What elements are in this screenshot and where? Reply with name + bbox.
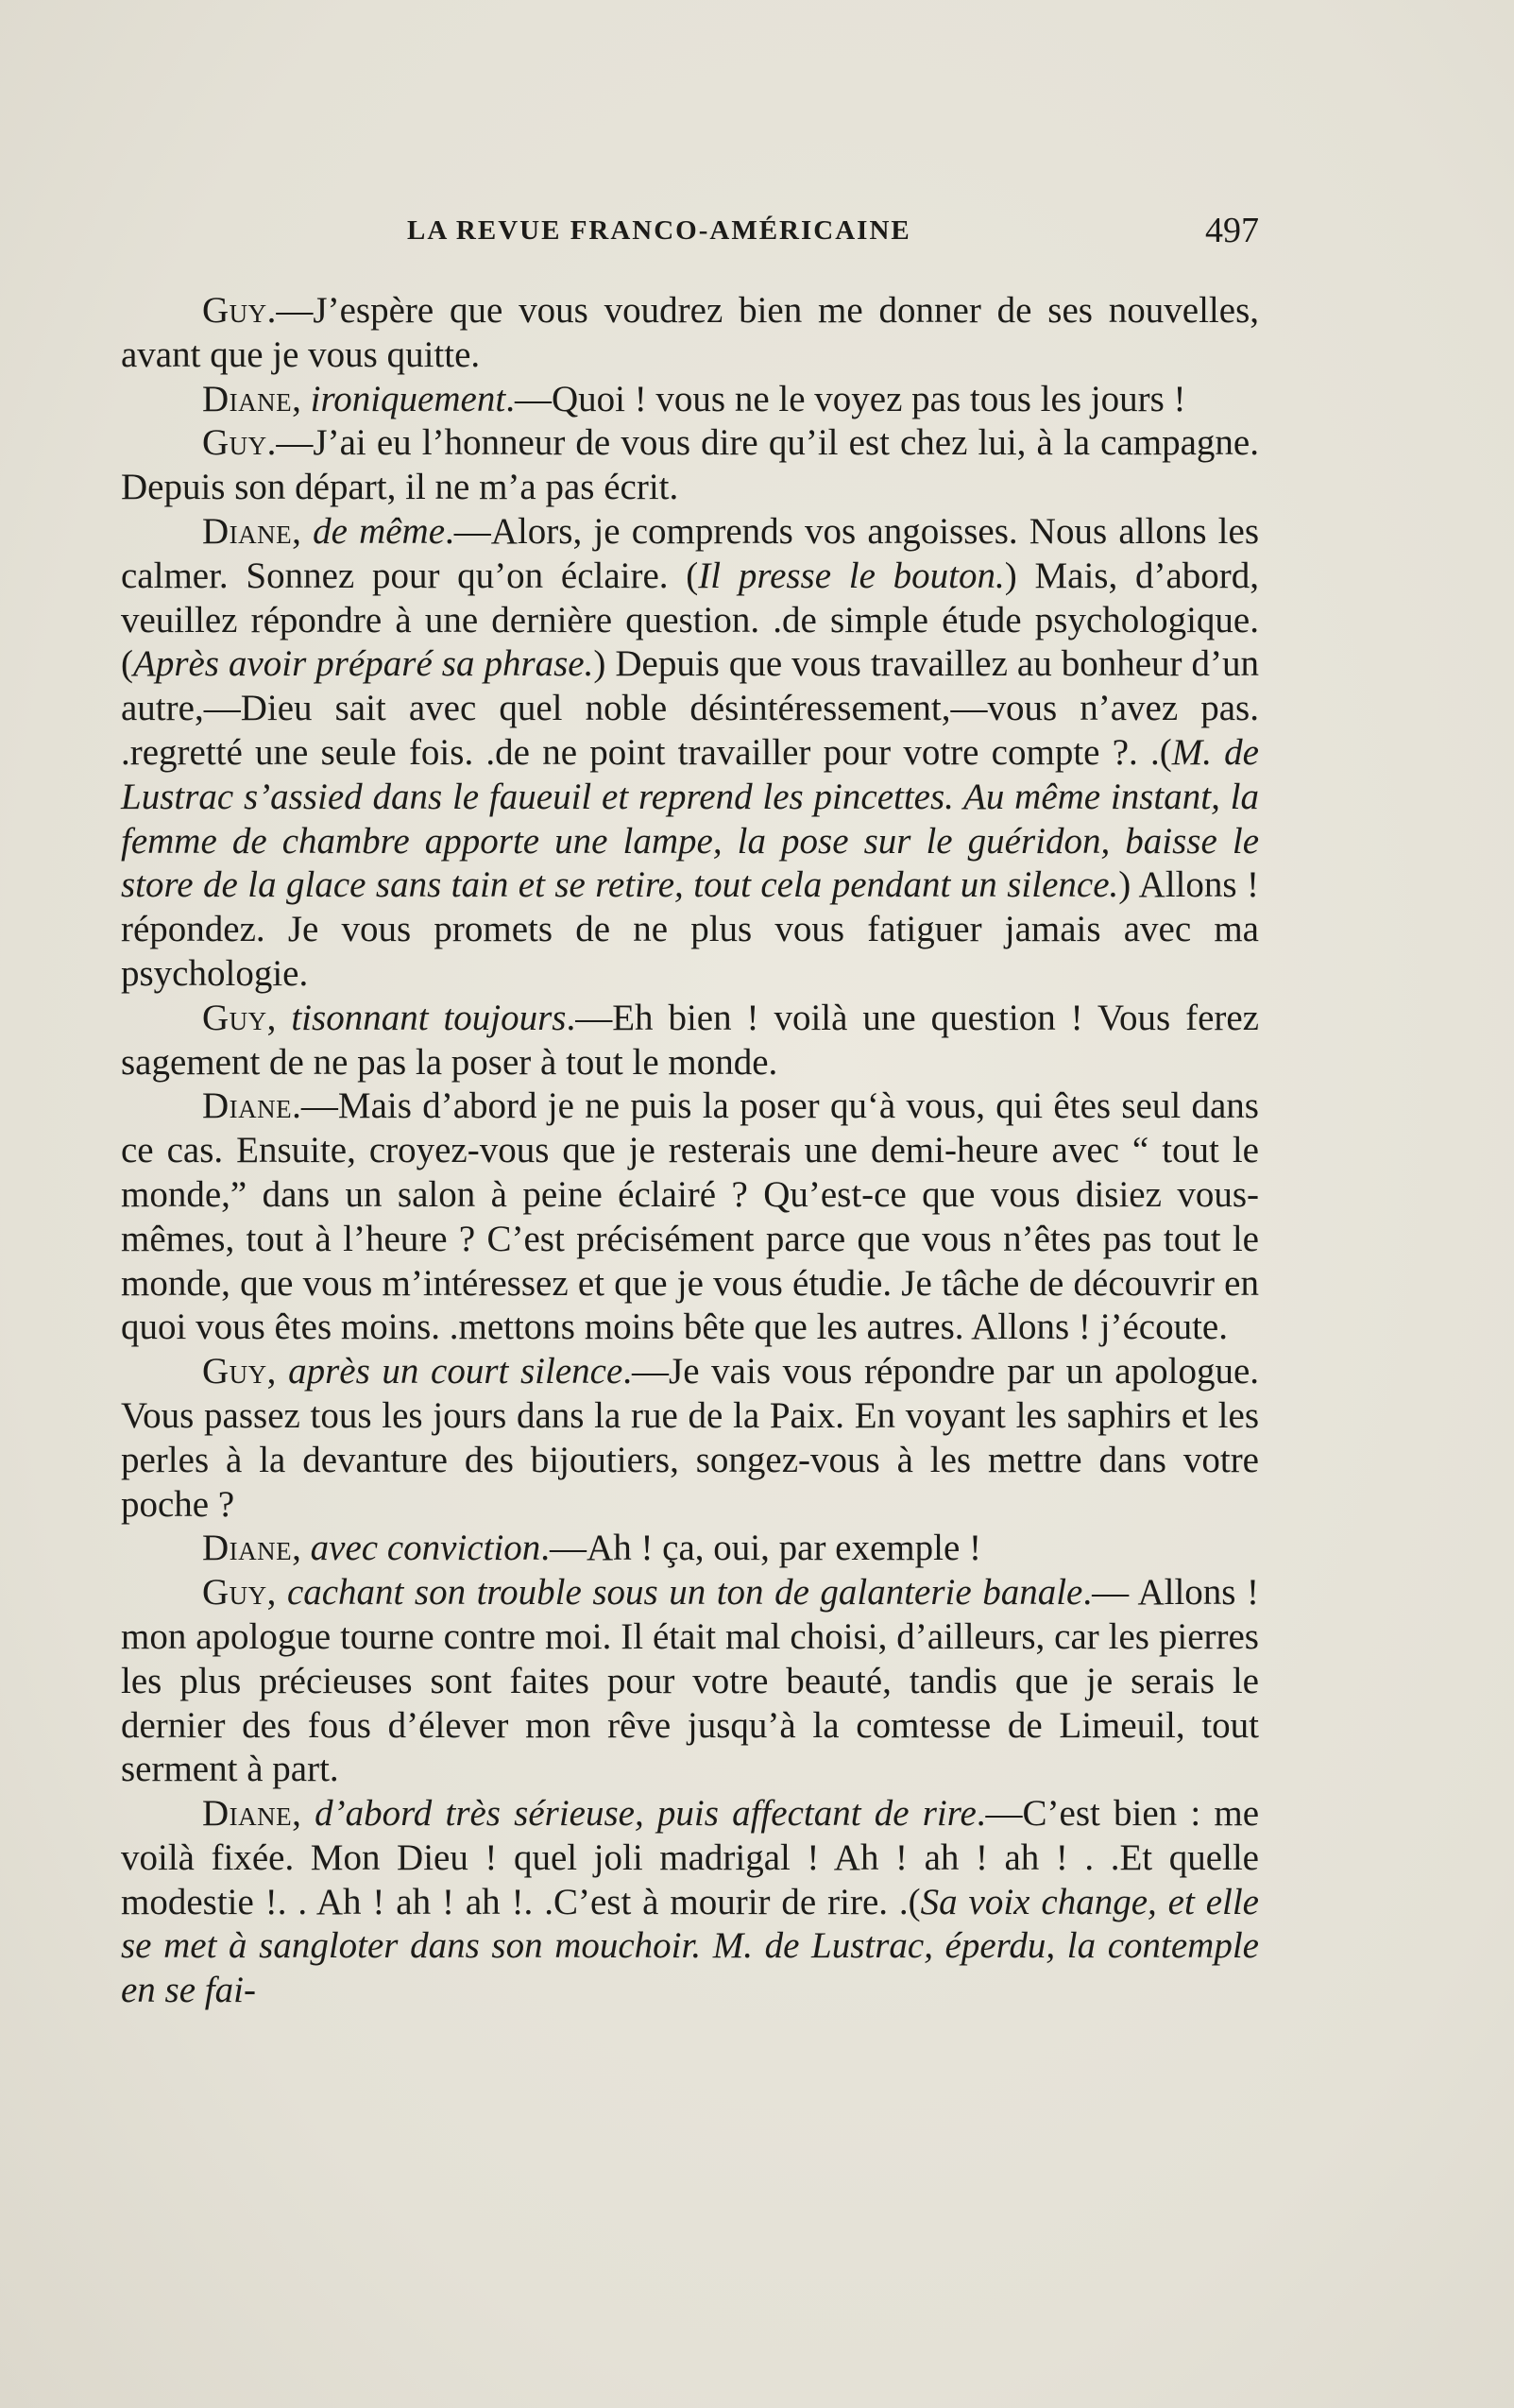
dialogue-text: .—Alors, je comprends vos angoisses. Nous allons les calmer. Sonnez pour qu’on éclaire. (: [121, 510, 1260, 596]
speaker-name: Diane: [202, 1793, 293, 1835]
running-head: LA REVUE FRANCO-AMÉRICAINE: [407, 215, 911, 246]
page-header: [121, 210, 1259, 259]
dialogue-text: .—C’est bien : me voilà fixée. Mon Dieu ! quel joli madrigal ! Ah ! ah ! ah ! . .Et quelle modestie !. . Ah ! ah ! ah !. .C’est à mourir de rire. .(: [121, 1793, 1259, 1922]
speaker-name: Guy: [202, 997, 267, 1038]
dialogue-paragraph: Guy, tisonnant toujours.—Eh bien ! voilà une question ! Vous ferez sagement de ne pas la poser à tout le monde.: [121, 997, 1259, 1083]
dialogue-paragraph: Guy, après un court silence.—Je vais vous répondre par un apologue. Vous passez tous les jours dans la rue de la Paix. En voyant les saphirs et les perles à la devanture des bijoutiers, songez-vous à les mettre dans votre poche ?: [121, 1351, 1260, 1525]
dialogue-paragraph: [121, 1084, 1259, 1350]
stage-direction: avec conviction: [310, 1528, 541, 1569]
dialogue-paragraph: Diane, avec conviction.—Ah ! ça, oui, par exemple !: [202, 1528, 982, 1569]
dialogue-paragraph: Guy, cachant son trouble sous un ton de galanterie banale.— Allons ! mon apologue tourne contre moi. Il était mal choisi, d’ailleurs, car les pierres les plus précieuses sont faites pour votre beauté, tandis que je serais le dernier des fous d’élever mon rêve jusqu’à la comtesse de Limeuil, tout serment à part.: [121, 1572, 1259, 1790]
dialogue-text: .—Quoi ! vous ne le voyez pas tous les jours !: [505, 378, 1186, 419]
speaker-name: Diane: [202, 378, 293, 419]
stage-direction: cachant son trouble sous un ton de galanterie banale: [286, 1572, 1083, 1614]
page-number: 497: [1205, 211, 1259, 250]
dialogue-text: .—Mais d’abord je ne puis la poser qu‘à vous, qui êtes seul dans ce cas. Ensuite, croyez-vous que je resterais une demi-heure avec “ tout le monde,” dans un salon à peine éclairé ? Qu’est-ce que vous disiez vous-mêmes, tout à l’heure ? C’est précisément parce que vous n’êtes pas tout le monde, que vous m’intéressez et que je vous étudie. Je tâche de découvrir en quoi vous êtes moins. .mettons moins bête que les autres. Allons ! j’écoute.: [121, 1085, 1259, 1348]
stage-direction: Après avoir préparé sa phrase.: [133, 643, 594, 685]
dialogue-text: ) Mais, d’abord, veuillez répondre à une dernière question. .de simple étude psychologique. (: [121, 555, 1259, 685]
speaker-name: Diane: [202, 1528, 293, 1569]
speaker-name: Guy: [202, 1572, 267, 1614]
dialogue-text: .—Eh bien ! voilà une question ! Vous ferez sagement de ne pas la poser à tout le monde.: [121, 997, 1259, 1083]
dialogue-text: .—Je vais vous répondre par un apologue. Vous passez tous les jours dans la rue de la Paix. En voyant les saphirs et les perles à la devanture des bijoutiers, songez-vous à les mettre dans votre poche ?: [121, 1351, 1260, 1525]
stage-direction: Sa voix change, et elle se met à sangloter dans son mouchoir. M. de Lustrac, éperdu, la contemple en se fai-: [121, 1881, 1259, 2011]
stage-direction: tisonnant toujours: [291, 997, 567, 1038]
dialogue-paragraph: Diane, d’abord très sérieuse, puis affectant de rire.—C’est bien : me voilà fixée. Mon Dieu ! quel joli madrigal ! Ah ! ah ! ah ! . .Et quelle modestie !. . Ah ! ah ! ah !. .C’est à mourir de rire. .(Sa voix change, et elle se met à sangloter dans son mouchoir. M. de Lustrac, éperdu, la contemple en se fai-: [121, 1793, 1259, 2011]
stage-direction: d’abord très sérieuse, puis affectant de rire: [315, 1793, 977, 1835]
dialogue-paragraph: [121, 421, 1259, 510]
dialogue-text: .—J’espère que vous voudrez bien me donner de ses nouvelles, avant que je vous quitte.: [121, 290, 1259, 375]
stage-direction: ironiquement: [310, 378, 506, 419]
dialogue-text: ) Allons ! répondez. Je vous promets de ne plus vous fatiguer jamais avec ma psychologie.: [121, 864, 1259, 994]
body-text: [121, 289, 1259, 2013]
dialogue-text: .— Allons ! mon apologue tourne contre moi. Il était mal choisi, d’ailleurs, car les pierres les plus précieuses sont faites pour votre beauté, tandis que je serais le dernier des fous d’élever mon rêve jusqu’à la comtesse de Limeuil, tout serment à part.: [121, 1572, 1259, 1790]
dialogue-text: ) Depuis que vous travaillez au bonheur d’un autre,—Dieu sait avec quel noble désintéressement,—vous n’avez pas. .regretté une seule fois. .de ne point travailler pour votre compte ?. .(: [121, 643, 1259, 773]
dialogue-text: .—J’ai eu l’honneur de vous dire qu’il est chez lui, à la campagne. Depuis son départ, il ne m’a pas écrit.: [121, 422, 1259, 508]
dialogue-paragraph: [121, 289, 1259, 378]
speaker-name: Guy: [202, 1351, 267, 1392]
stage-direction: après un court silence: [288, 1351, 623, 1392]
dialogue-paragraph: Diane, de même.—Alors, je comprends vos angoisses. Nous allons les calmer. Sonnez pour qu’on éclaire. (Il presse le bouton.) Mais, d’abord, veuillez répondre à une dernière question. .de simple étude psychologique. (Après avoir préparé sa phrase.) Depuis que vous travaillez au bonheur d’un autre,—Dieu sait avec quel noble désintéressement,—vous n’avez pas. .regretté une seule fois. .de ne point travailler pour votre compte ?. .(M. de Lustrac s’assied dans le faueuil et reprend les pincettes. Au même instant, la femme de chambre apporte une lampe, la pose sur le guéridon, baisse le store de la glace sans tain et se retire, tout cela pendant un silence.) Allons ! répondez. Je vous promets de ne plus vous fatiguer jamais avec ma psychologie.: [121, 510, 1260, 994]
stage-direction: de même: [313, 510, 446, 552]
speaker-name: Diane: [202, 510, 293, 552]
stage-direction: M. de Lustrac s’assied dans le faueuil et reprend les pincettes. Au même instant, la femme de chambre apporte une lampe, la pose sur le guéridon, baisse le store de la glace sans tain et se retire, tout cela pendant un silence.: [121, 731, 1259, 906]
speaker-name: Diane: [202, 1085, 293, 1127]
speaker-name: Guy: [202, 422, 267, 464]
stage-direction: Il presse le bouton.: [698, 555, 1005, 596]
dialogue-paragraph: Diane, ironiquement.—Quoi ! vous ne le voyez pas tous les jours !: [202, 378, 1186, 419]
dialogue-text: .—Ah ! ça, oui, par exemple !: [540, 1528, 982, 1569]
speaker-name: Guy: [202, 290, 267, 331]
